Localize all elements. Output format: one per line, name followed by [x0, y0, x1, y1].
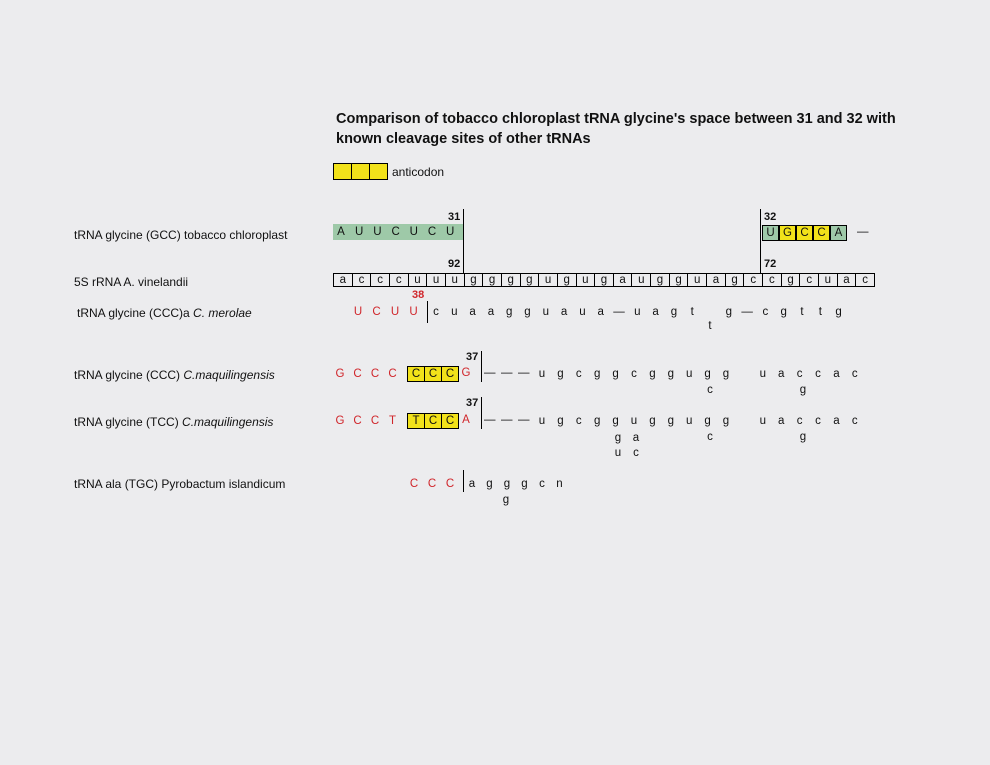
base-letter: a: [777, 415, 785, 427]
base-letter: g: [667, 368, 674, 380]
base-letter-red: U: [409, 306, 418, 318]
base-letter: c: [851, 368, 858, 380]
base-letter: c: [575, 415, 582, 427]
base-letter: u: [759, 368, 766, 380]
base-letter: u: [542, 306, 549, 318]
base-letter: u: [538, 368, 546, 380]
anticodon-cell: C: [813, 225, 830, 241]
maq-ccc-variant-g: g: [799, 384, 807, 396]
base-letter: t: [818, 306, 822, 318]
rrna-base-cell: g: [464, 273, 484, 287]
base-letter: g: [486, 478, 493, 490]
cleavage-line-37-ccc: [481, 351, 482, 382]
base-letter: C: [427, 226, 437, 238]
base-letter: c: [815, 415, 821, 427]
base-letter: g: [505, 306, 513, 318]
base-letter: a: [469, 306, 476, 318]
base-letter: c: [575, 368, 582, 380]
base-letter: g: [612, 368, 619, 380]
base-letter: U: [446, 226, 455, 238]
position-37-tcc: 37: [466, 397, 479, 409]
base-letter: C: [391, 226, 400, 238]
base-letter: t: [690, 306, 694, 318]
rrna-base-cell: a: [706, 273, 726, 287]
position-38: 38: [412, 289, 425, 301]
cleavage-line-38: [427, 301, 428, 323]
row-label-rrna: 5S rRNA A. vinelandii: [74, 275, 189, 289]
base-letter: g: [780, 306, 787, 318]
base-letter: u: [685, 368, 693, 380]
base-letter: g: [503, 478, 511, 490]
anticodon-cell: C: [441, 366, 459, 382]
row-label-merolae: tRNA glycine (CCC)a C. merolae: [77, 306, 252, 320]
base-letter: c: [851, 415, 858, 427]
base-letter: U: [355, 226, 364, 238]
position-72: 72: [764, 258, 777, 270]
anticodon-cell: G: [779, 225, 796, 241]
anticodon-cell: C: [407, 366, 425, 382]
stem-cell: U: [762, 225, 779, 241]
merolae-variant: t: [708, 320, 712, 332]
anticodon-cell: T: [407, 413, 425, 429]
maq-ccc-variant-c: c: [707, 384, 713, 396]
maq-tcc-variant-c: c: [707, 431, 713, 443]
base-letter: a: [468, 478, 476, 490]
base-letter: u: [759, 415, 766, 427]
base-letter: c: [796, 368, 803, 380]
base-letter: g: [649, 368, 656, 380]
base-letter-red: C: [388, 368, 397, 380]
rrna-base-cell: u: [445, 273, 465, 287]
row-label-pyro: tRNA ala (TGC) Pyrobactum islandicum: [74, 477, 286, 491]
base-letter-red: U: [390, 306, 400, 318]
stem-cell: A: [830, 225, 847, 241]
rrna-base-cell: c: [799, 273, 819, 287]
base-letter: a: [833, 368, 840, 380]
base-letter: g: [557, 368, 564, 380]
rrna-base-cell: u: [408, 273, 428, 287]
rrna-base-cell: g: [482, 273, 502, 287]
base-cell-red: A: [462, 414, 470, 426]
position-37-ccc: 37: [466, 351, 479, 363]
base-letter: n: [556, 478, 563, 490]
maq-tcc-variant-a: a: [632, 432, 640, 444]
tobacco-tail: —: [857, 226, 869, 238]
gap-dash: —: [518, 367, 530, 379]
base-letter: U: [373, 226, 382, 238]
base-letter: u: [451, 306, 458, 318]
base-letter-red: G: [335, 415, 345, 427]
base-letter: —: [741, 306, 753, 318]
base-letter: U: [409, 226, 418, 238]
base-letter-red: C: [353, 415, 362, 427]
rrna-base-cell: u: [687, 273, 707, 287]
base-letter: c: [762, 306, 769, 318]
anticodon-cell: C: [796, 225, 813, 241]
base-letter: u: [630, 415, 638, 427]
rrna-base-cell: g: [781, 273, 801, 287]
rrna-base-cell: g: [520, 273, 540, 287]
base-letter: g: [835, 306, 842, 318]
row-label-tobacco: tRNA glycine (GCC) tobacco chloroplast: [74, 228, 288, 242]
base-letter: c: [815, 368, 821, 380]
base-letter: g: [612, 415, 619, 427]
anticodon-legend-label: anticodon: [392, 165, 445, 179]
rrna-base-cell: u: [818, 273, 838, 287]
rrna-base-cell: u: [538, 273, 558, 287]
maq-tcc-variant-g2: g: [799, 431, 807, 443]
base-letter: u: [634, 306, 641, 318]
rrna-base-cell: g: [650, 273, 670, 287]
rrna-base-cell: u: [631, 273, 651, 287]
rrna-base-cell: a: [333, 273, 353, 287]
anticodon-cell: C: [424, 413, 442, 429]
rrna-base-cell: a: [613, 273, 633, 287]
base-letter: c: [631, 368, 637, 380]
rrna-base-cell: g: [501, 273, 521, 287]
base-letter: A: [337, 226, 345, 238]
position-92: 92: [448, 258, 461, 270]
base-letter: g: [667, 415, 674, 427]
row-label-maq-ccc: tRNA glycine (CCC) C.maquilingensis: [74, 368, 275, 382]
base-letter-red: C: [409, 478, 419, 490]
rrna-base-cell: c: [743, 273, 763, 287]
base-letter-red: C: [427, 478, 437, 490]
maq-tcc-variant-u: u: [614, 447, 622, 459]
cleavage-line-32: [760, 209, 761, 274]
base-letter: g: [593, 368, 601, 380]
position-31: 31: [448, 211, 461, 223]
base-letter-red: C: [353, 368, 362, 380]
base-letter: a: [833, 415, 840, 427]
base-letter-red: C: [370, 368, 380, 380]
cleavage-line-31: [463, 209, 464, 274]
base-letter: g: [704, 368, 711, 380]
gap-dash: —: [518, 414, 530, 426]
base-cell-red: G: [461, 367, 471, 379]
base-letter: g: [557, 415, 564, 427]
rrna-base-cell: c: [389, 273, 409, 287]
base-letter: u: [685, 415, 693, 427]
base-letter: g: [524, 306, 531, 318]
base-letter: u: [538, 415, 546, 427]
rrna-base-cell: g: [557, 273, 577, 287]
position-32: 32: [764, 211, 777, 223]
base-letter: t: [800, 306, 804, 318]
base-letter: —: [613, 306, 625, 318]
rrna-base-cell: g: [669, 273, 689, 287]
rrna-base-cell: c: [352, 273, 372, 287]
gap-dash: —: [484, 367, 496, 379]
maq-tcc-variant-c2: c: [633, 447, 639, 459]
cleavage-line-pyro: [463, 470, 464, 492]
base-letter-red: U: [353, 306, 363, 318]
base-letter: a: [777, 368, 785, 380]
maq-tcc-variant-g: g: [614, 432, 622, 444]
rrna-base-cell: u: [576, 273, 596, 287]
rrna-base-cell: c: [370, 273, 390, 287]
base-letter: g: [722, 415, 730, 427]
figure-title: Comparison of tobacco chloroplast tRNA glycine's space between 31 and 32 with known cleavage sites of other tRNAs: [336, 111, 896, 147]
base-letter: g: [722, 368, 730, 380]
pyro-variant: g: [502, 494, 510, 506]
base-letter: u: [579, 306, 586, 318]
rrna-base-cell: u: [426, 273, 446, 287]
anticodon-cell: C: [441, 413, 459, 429]
base-letter-red: G: [335, 368, 345, 380]
base-letter: c: [796, 415, 803, 427]
base-letter: g: [670, 306, 678, 318]
base-letter: a: [652, 306, 659, 318]
anticodon-cell: C: [424, 366, 442, 382]
base-letter: g: [521, 478, 528, 490]
gap-dash: —: [501, 414, 513, 426]
rrna-base-cell: g: [725, 273, 745, 287]
base-letter: a: [560, 306, 568, 318]
base-letter: c: [433, 306, 439, 318]
base-letter: a: [597, 306, 604, 318]
cleavage-line-37-tcc: [481, 397, 482, 429]
rrna-base-cell: c: [855, 273, 875, 287]
row-label-maq-tcc: tRNA glycine (TCC) C.maquilingensis: [74, 415, 274, 429]
base-letter: c: [539, 478, 545, 490]
base-letter: g: [725, 306, 732, 318]
base-letter: g: [593, 415, 601, 427]
base-letter-red: C: [445, 478, 455, 490]
base-letter-red: T: [388, 415, 397, 427]
gap-dash: —: [484, 414, 496, 426]
base-letter-red: C: [370, 415, 380, 427]
rrna-base-cell: c: [762, 273, 782, 287]
base-letter-red: C: [372, 306, 381, 318]
rrna-base-cell: a: [837, 273, 857, 287]
gap-dash: —: [501, 367, 513, 379]
base-letter: g: [649, 415, 656, 427]
rrna-base-cell: g: [594, 273, 614, 287]
base-letter: a: [487, 306, 495, 318]
base-letter: g: [704, 415, 711, 427]
